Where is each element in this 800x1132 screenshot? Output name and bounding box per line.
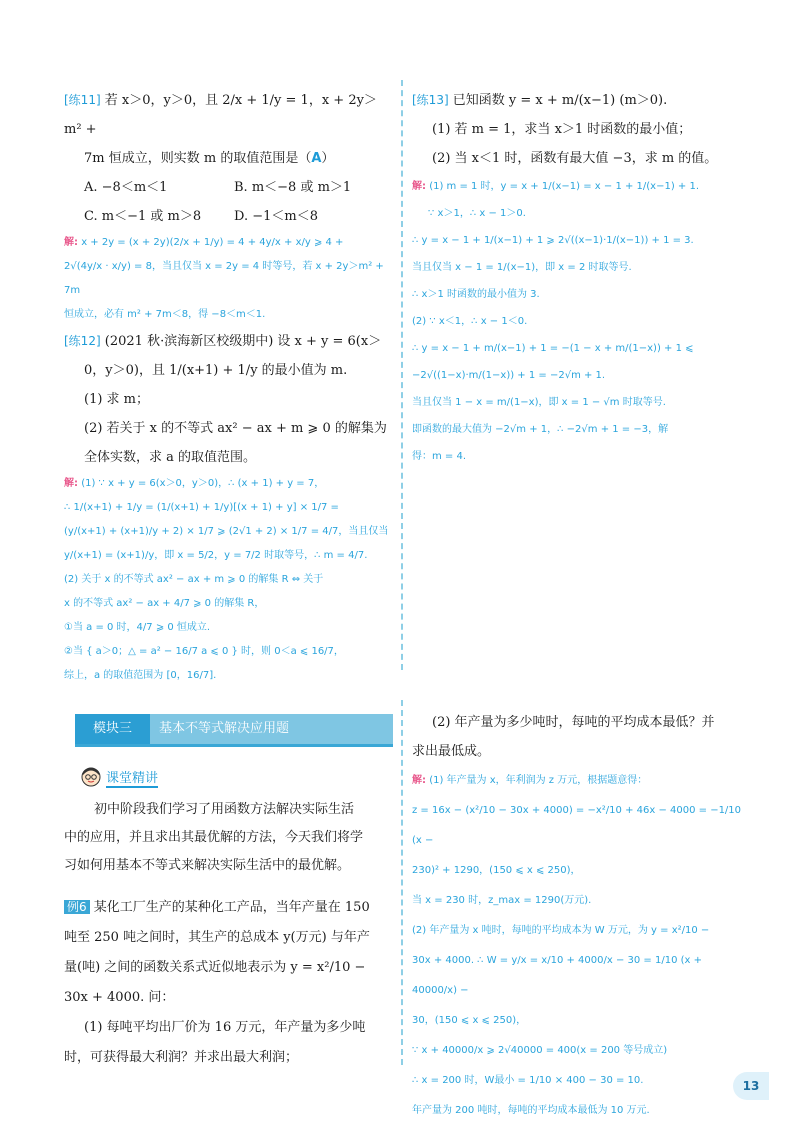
solution-line: 综上，a 的取值范围为 [0，16/7]. [64, 670, 217, 681]
example-part-2: (2) 年产量为多少吨时，每吨的平均成本最低？并 [432, 715, 715, 730]
solution-line: ∴ x = 200 时，W最小 = 1/10 × 400 − 30 = 10. [412, 1075, 644, 1086]
solution-line: ∵ x＞1，∴ x − 1＞0. [428, 208, 526, 219]
solution-line: 年产量为 200 吨时，每吨的平均成本最低为 10 万元. [412, 1105, 650, 1116]
exercise-text: 0，y＞0)，且 1/(x+1) + 1/y 的最小值为 m. [84, 363, 348, 378]
exercise-13 [412, 86, 747, 173]
column-divider-top [401, 80, 403, 670]
example-tag: 例6 [64, 900, 90, 914]
intro-line: 中的应用，并且求出其最优解的方法，今天我们将学 [64, 830, 364, 845]
solution-line: ∵ x + 40000/x ⩾ 2√40000 = 400(x = 200 等号成立) [412, 1045, 668, 1056]
example-6 [64, 892, 394, 1073]
solution-line: ∴ x＞1 时函数的最小值为 3. [412, 289, 540, 300]
solution-line: (y/(x+1) + (x+1)/y + 2) × 1/7 ⩾ (2√1 + 2) × 1/7 = 4/7，当且仅当 [64, 526, 389, 537]
solution-label: 解: [64, 478, 78, 489]
solution-line: (2) 年产量为 x 吨时，每吨的平均成本为 W 万元，为 y = x²/10 − [412, 925, 710, 936]
options-list [64, 173, 394, 231]
option-b: B. m＜−8 或 m＞1 [234, 180, 352, 195]
student-avatar-icon [80, 766, 102, 788]
column-divider-bottom [401, 700, 403, 1065]
lecture-intro [64, 796, 394, 880]
answer-choice: A [311, 151, 322, 166]
solution-label: 解: [64, 237, 78, 248]
exercise-text: 全体实数，求 a 的取值范围。 [84, 450, 257, 465]
module-label: 模块三 [75, 714, 150, 744]
exercise-part-1: (1) 若 m = 1，求当 x＞1 时函数的最小值； [432, 122, 692, 137]
exercise-part-2: (2) 若关于 x 的不等式 ax² − ax + m ⩾ 0 的解集为 [84, 421, 387, 436]
solution-line: (2) 关于 x 的不等式 ax² − ax + m ⩾ 0 的解集 R ⇔ 关于 [64, 574, 324, 585]
solution-line: −2√((1−x)·m/(1−x)) + 1 = −2√m + 1. [412, 370, 606, 381]
intro-line: 习如何用基本不等式来解决实际生活中的最优解。 [64, 858, 351, 873]
solution-line: 230)² + 1290，(150 ⩽ x ⩽ 250)， [412, 865, 581, 876]
solution-line: (1) ∵ x + y = 6(x＞0，y＞0)，∴ (x + 1) + y = 7， [81, 478, 325, 489]
solution-line: 30，(150 ⩽ x ⩽ 250)， [412, 1015, 527, 1026]
solution-line: ∴ y = x − 1 + 1/(x−1) + 1 ⩾ 2√((x−1)·1/(x−1)) + 1 = 3. [412, 235, 694, 246]
solution-line: 即函数的最大值为 −2√m + 1，∴ −2√m + 1 = −3，解 [412, 424, 669, 435]
page-number: 13 [733, 1072, 769, 1100]
lecture-label: 课堂精讲 [106, 767, 158, 788]
module-title: 基本不等式解决应用题 [159, 721, 290, 736]
lecture-section-heading [80, 766, 158, 788]
example-text: 时，可获得最大利润？并求出最大利润； [64, 1050, 299, 1065]
exercise-text: ） [321, 151, 335, 166]
option-c: C. m＜−1 或 m＞8 [84, 209, 202, 224]
exercise-tag: [练12] [64, 334, 101, 348]
right-top-column [412, 86, 747, 470]
example-text: 吨至 250 吨之间时，其生产的总成本 y(万元) 与年产 [64, 930, 370, 945]
exercise-text: 7m 恒成立，则实数 m 的取值范围是（ [84, 151, 312, 166]
solution-line: ∴ y = x − 1 + m/(x−1) + 1 = −(1 − x + m/(1−x)) + 1 ⩽ [412, 343, 694, 354]
solution-label: 解: [412, 181, 426, 192]
left-top-column [64, 86, 394, 688]
solution-line: (1) m = 1 时，y = x + 1/(x−1) = x − 1 + 1/(x−1) + 1. [429, 181, 700, 192]
solution-line: 2√(4y/x · x/y) = 8，当且仅当 x = 2y = 4 时等号，若 x + 2y＞m² + 7m [64, 261, 384, 296]
exercise-part-1: (1) 求 m； [84, 392, 150, 407]
solution-line: 当且仅当 x − 1 = 1/(x−1)，即 x = 2 时取等号. [412, 262, 632, 273]
exercise-text: (2021 秋·滨海新区校级期中) 设 x + y = 6(x＞ [104, 334, 382, 349]
exercise-text: 若 x＞0，y＞0，且 2/x + 1/y = 1，x + 2y＞m² + [64, 93, 377, 137]
solution-line: (2) ∵ x＜1，∴ x − 1＜0. [412, 316, 528, 327]
module-header [75, 714, 393, 747]
solution-line: ∴ 1/(x+1) + 1/y = (1/(x+1) + 1/y)[(x + 1) + y] × 1/7 = [64, 502, 339, 513]
example-text: 30x + 4000. 问： [64, 990, 175, 1005]
solution-12 [64, 472, 394, 688]
option-a: A. −8＜m＜1 [84, 180, 168, 195]
exercise-11 [64, 86, 394, 231]
solution-line: 当且仅当 1 − x = m/(1−x)，即 x = 1 − √m 时取等号. [412, 397, 666, 408]
solution-line: ①当 a = 0 时，4/7 ⩾ 0 恒成立. [64, 622, 211, 633]
example-text: 某化工厂生产的某种化工产品，当年产量在 150 [93, 900, 370, 915]
solution-line: 恒成立，必有 m² + 7m＜8，得 −8＜m＜1. [64, 309, 266, 320]
right-bottom-column [412, 708, 747, 1126]
example-text: 量(吨) 之间的函数关系式近似地表示为 y = x²/10 − [64, 960, 366, 975]
solution-line: ②当 { a＞0；△ = a² − 16/7 a ⩽ 0 } 时，则 0＜a ⩽ 16/7， [64, 646, 344, 657]
solution-13 [412, 173, 747, 470]
example-text: 求出最低成。 [412, 744, 491, 759]
solution-line: 当 x = 230 时，z_max = 1290(万元). [412, 895, 592, 906]
solution-11 [64, 231, 394, 327]
solution-line: 30x + 4000. ∴ W = y/x = x/10 + 4000/x − 30 = 1/10 (x + 40000/x) − [412, 955, 702, 996]
solution-line: y/(x+1) = (x+1)/y，即 x = 5/2，y = 7/2 时取等号，∴ m = 4/7. [64, 550, 368, 561]
solution-line: (1) 年产量为 x，年利润为 z 万元，根据题意得： [429, 775, 648, 786]
exercise-tag: [练11] [64, 93, 101, 107]
example-part-1: (1) 每吨平均出厂价为 16 万元，年产量为多少吨 [84, 1020, 366, 1035]
solution-line: x + 2y = (x + 2y)(2/x + 1/y) = 4 + 4y/x + x/y ⩾ 4 + [81, 237, 344, 248]
solution-line: z = 16x − (x²/10 − 30x + 4000) = −x²/10 + 46x − 4000 = −1/10 (x − [412, 805, 742, 846]
solution-label: 解: [412, 775, 426, 786]
solution-line: x 的不等式 ax² − ax + 4/7 ⩾ 0 的解集 R， [64, 598, 265, 609]
exercise-12 [64, 327, 394, 472]
option-d: D. −1＜m＜8 [234, 209, 318, 224]
intro-line: 初中阶段我们学习了用函数方法解决实际生活 [94, 802, 355, 817]
exercise-text: 已知函数 y = x + m/(x−1) (m＞0). [452, 93, 668, 108]
exercise-tag: [练13] [412, 93, 449, 107]
solution-example-6 [412, 766, 747, 1126]
solution-line: 得：m = 4. [412, 451, 467, 462]
exercise-part-2: (2) 当 x＜1 时，函数有最大值 −3，求 m 的值。 [432, 151, 718, 166]
